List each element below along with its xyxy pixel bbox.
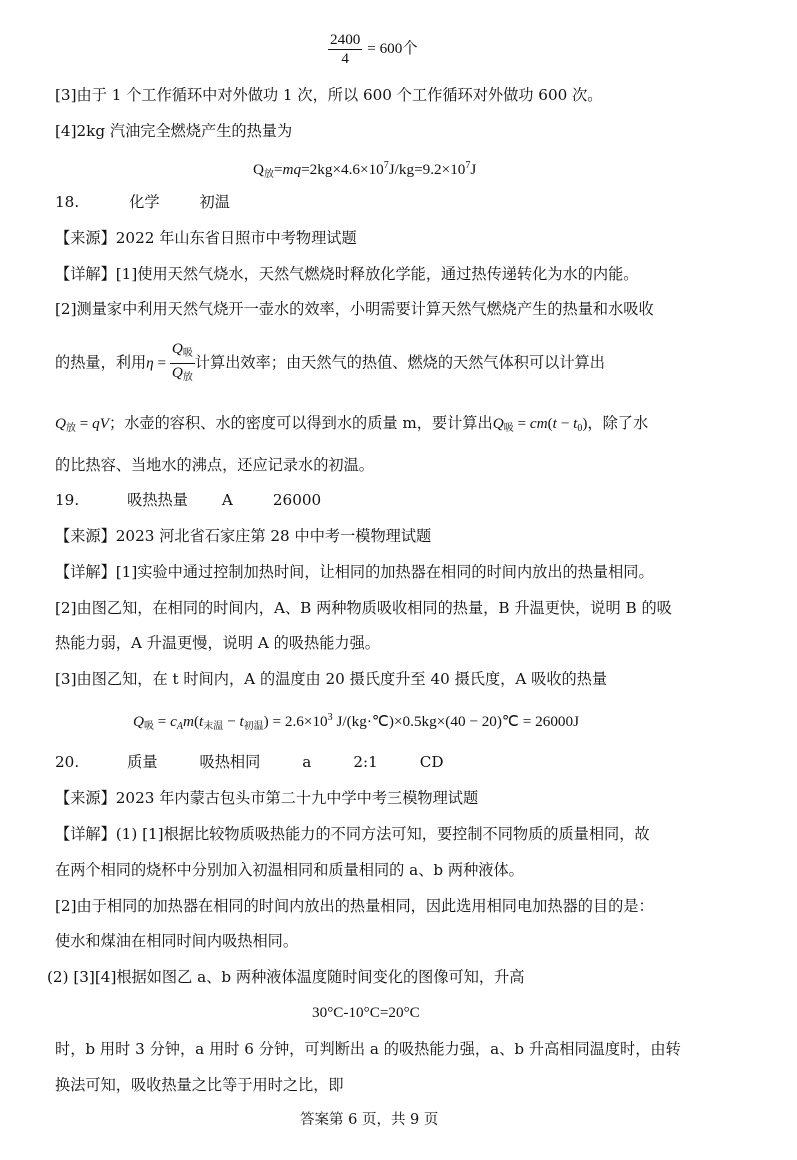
- q18-detail-2: [2]测量家中利用天然气烧开一壶水的效率，小明需要计算天然气燃烧产生的热量和水吸收: [55, 300, 654, 318]
- q18-detail-4b: ；水壶的容积、水的密度可以得到水的质量 m，要计算出: [109, 414, 493, 432]
- q18-detail-3: 的热量，利用η = $\frac{Q_吸}{Q_放}$ 计算出效率；由天然气的热值、燃烧的天然气体积可以计算出: [55, 340, 605, 387]
- formula-q-release: $Q_放=mq=2kg\times 4.6\times 10^7J/kg=9.2\times 10^7J$: [253, 160, 477, 180]
- line-l1: [3]由于 1 个工作循环中对外做功 1 次，所以 600 个工作循环对外做功 600 次。: [55, 86, 603, 104]
- q18-detail-1: 【详解】[1]使用天然气烧水，天然气燃烧时释放化学能，通过热传递转化为水的内能。: [55, 265, 639, 283]
- q20-answer-2: 吸热相同: [199, 753, 261, 771]
- q20-answer-3: a: [302, 753, 312, 771]
- q20-detail-8: 换法可知，吸收热量之比等于用时之比，即: [55, 1076, 344, 1094]
- q18-number: 18.: [55, 193, 80, 211]
- q20-source: 【来源】2023 年内蒙古包头市第二十九中学中考三模物理试题: [55, 789, 479, 807]
- q20-answer-4: 2:1: [353, 753, 378, 771]
- formula-q-absorb: $Q_吸 = c_Am(t_{末温} - t_{初温}) = 2.6\times 10^3$ J/(kg·℃)×0.5kg×(40 − 20)℃ = 26000J: [133, 712, 580, 732]
- q19-number: 19.: [55, 491, 80, 509]
- formula-top: [328, 30, 418, 68]
- q19-answer-3: 26000: [272, 491, 322, 509]
- q19-answer-2: A: [221, 491, 233, 509]
- q19-detail-3: 热能力弱，A 升温更慢，说明 A 的吸热能力强。: [55, 634, 380, 652]
- q20-detail-5: (2) [3][4]根据如图乙 a、b 两种液体温度随时间变化的图像可知，升高: [47, 968, 525, 986]
- numerator: 2400: [330, 30, 361, 48]
- q20-answer-5: CD: [419, 753, 444, 771]
- q20-formula-temp: 30°C-10°C=20°C: [312, 1004, 420, 1021]
- q20-detail-7: 时，b 用时 3 分钟，a 用时 6 分钟，可判断出 a 的吸热能力强，a、b 升高相同温度时，由转: [55, 1040, 681, 1058]
- q18-answer-1: 化学: [129, 193, 160, 211]
- q20-detail-1: 【详解】(1) [1]根据比较物质吸热能力的不同方法可知，要控制不同物质的质量相同，故: [55, 825, 650, 843]
- q19-source: 【来源】2023 河北省石家庄第 28 中中考一模物理试题: [55, 527, 432, 545]
- page-footer: 答案第 6 页，共 9 页: [300, 1112, 439, 1128]
- q19-answer-1: 吸热热量: [127, 491, 188, 509]
- q20-answer-row: [55, 752, 444, 772]
- q20-detail-4: 使水和煤油在相同时间内吸热相同。: [55, 932, 298, 950]
- q18-answer-row: [55, 192, 230, 212]
- q20-answer-1: 质量: [127, 753, 158, 771]
- q18-answer-2: 初温: [199, 193, 230, 211]
- q18-detail-3a: 的热量，利用: [55, 353, 147, 372]
- line-l2: [4]2kg 汽油完全燃烧产生的热量为: [55, 122, 293, 140]
- q19-detail-4: [3]由图乙知，在 t 时间内，A 的温度由 20 摄氏度升至 40 摄氏度，A 吸收的热量: [55, 670, 608, 688]
- q18-detail-5: 的比热容、当地水的沸点，还应记录水的初温。: [55, 456, 374, 474]
- q20-detail-3: [2]由于相同的加热器在相同的时间内放出的热量相同，因此选用相同电加热器的目的是：: [55, 897, 654, 915]
- q18-detail-3b: 计算出效率；由天然气的热值、燃烧的天然气体积可以计算出: [194, 353, 605, 372]
- q18-detail-4: $Q_放$ = qV；水壶的容积、水的密度可以得到水的质量 m，要计算出$Q_吸 = cm(t - t_0)$，除了水: [55, 414, 649, 434]
- q19-detail-2: [2]由图乙知，在相同的时间内，A、B 两种物质吸收相同的热量，B 升温更快，说明 B 的吸: [55, 599, 672, 617]
- q18-source: 【来源】2022 年山东省日照市中考物理试题: [55, 229, 357, 247]
- q20-number: 20.: [55, 753, 80, 771]
- q19-detail-1: 【详解】[1]实验中通过控制加热时间，让相同的加热器在相同的时间内放出的热量相同。: [55, 563, 654, 581]
- q19-answer-row: [55, 490, 321, 510]
- q20-detail-2: 在两个相同的烧杯中分别加入初温相同和质量相同的 a、b 两种液体。: [55, 861, 524, 879]
- q18-detail-4c: ，除了水: [587, 414, 649, 432]
- fraction: [328, 31, 362, 68]
- denominator: 4: [341, 49, 349, 67]
- formula-rest: = 600个: [367, 40, 418, 57]
- efficiency-fraction: $\frac{Q_吸}{Q_放}$: [171, 340, 193, 383]
